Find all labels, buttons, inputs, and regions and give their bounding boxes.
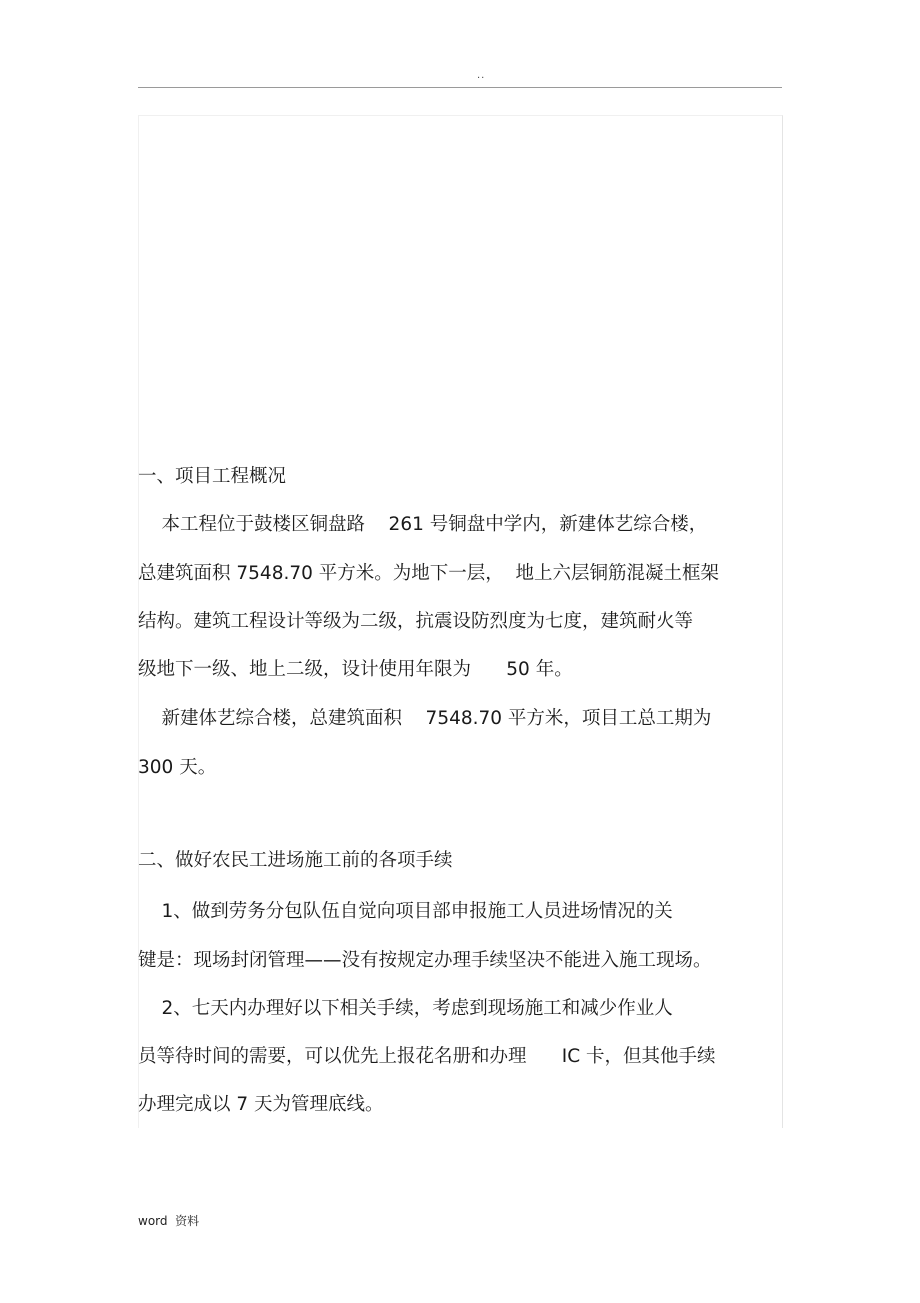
section-2-heading: 二、做好农民工进场施工前的各项手续 xyxy=(138,850,453,871)
section-1-paragraph-1-line-3: 结构。建筑工程设计等级为二级，抗震设防烈度为七度，建筑耐火等 xyxy=(138,611,694,632)
section-1-paragraph-1-line-2: 总建筑面积 7548.70 平方米。为地下一层， 地上六层铜筋混凝土框架 xyxy=(138,563,720,584)
section-1-paragraph-2-line-1: 新建体艺综合楼，总建筑面积 7548.70 平方米，项目工总工期为 xyxy=(138,708,712,729)
section-2-item-2-line-2: 员等待时间的需要，可以优先上报花名册和办理 IC 卡，但其他手续 xyxy=(138,1046,716,1067)
header-rule xyxy=(138,87,782,88)
section-1-paragraph-2-line-2: 300 天。 xyxy=(138,757,217,778)
section-1-paragraph-1-line-4: 级地下一级、地上二级，设计使用年限为 50 年。 xyxy=(138,659,573,680)
section-2-item-1-line-1: 1、做到劳务分包队伍自觉向项目部申报施工人员进场情况的关 xyxy=(138,901,673,922)
header-mark: .. xyxy=(477,70,486,81)
section-2-item-2-line-1: 2、七天内办理好以下相关手续，考虑到现场施工和减少作业人 xyxy=(138,998,673,1019)
section-1-paragraph-1-line-1: 本工程位于鼓楼区铜盘路 261 号铜盘中学内，新建体艺综合楼， xyxy=(138,514,708,535)
section-2-item-2-line-3: 办理完成以 7 天为管理底线。 xyxy=(138,1094,384,1115)
section-2-item-1-line-2: 键是：现场封闭管理——没有按规定办理手续坚决不能进入施工现场。 xyxy=(138,950,712,971)
footer-label: word 资料 xyxy=(138,1214,200,1228)
section-1-heading: 一、项目工程概况 xyxy=(138,466,287,487)
